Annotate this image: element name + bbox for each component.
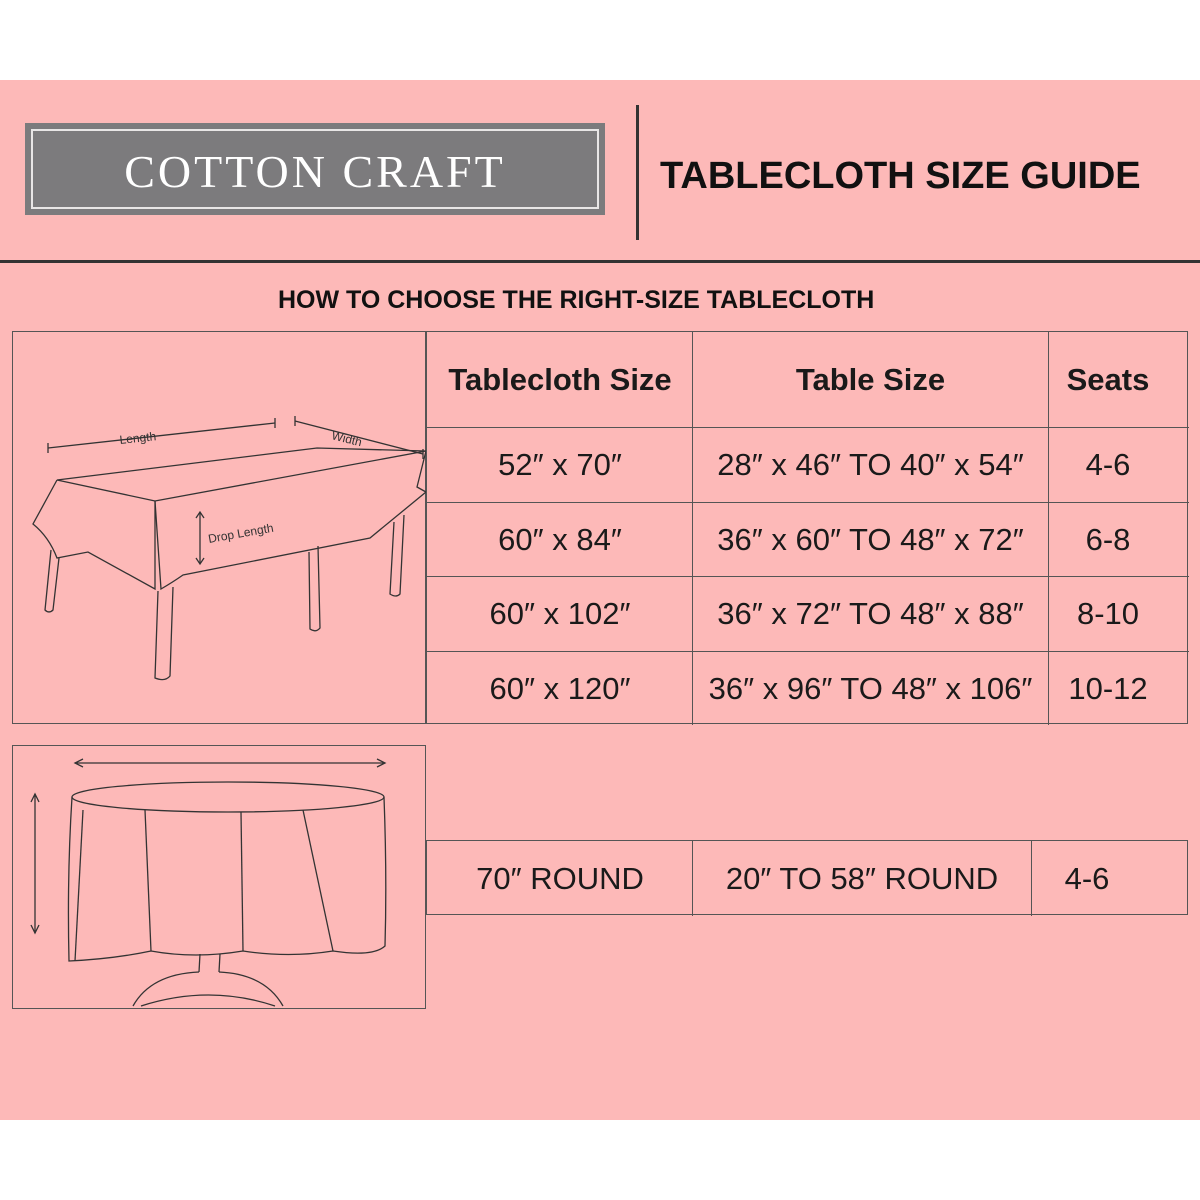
table-cell: 60″ x 120″ [489, 670, 631, 706]
table-cell: 36″ x 96″ TO 48″ x 106″ [708, 670, 1033, 706]
table-cell: 6-8 [1085, 521, 1131, 557]
table-cell: 20″ TO 58″ ROUND [725, 860, 999, 896]
round-table-icon [13, 746, 427, 1010]
page-title: TABLECLOTH SIZE GUIDE [660, 155, 1141, 197]
table-cell: 4-6 [1085, 447, 1131, 482]
brand-logo [25, 123, 605, 215]
size-table [426, 331, 1188, 724]
rectangular-table-illustration [12, 331, 426, 724]
table-cell: 28″ x 46″ TO 40″ x 54″ [717, 447, 1024, 482]
header-divider [636, 105, 639, 240]
table-cell: 4-6 [1064, 860, 1110, 896]
section-subtitle: HOW TO CHOOSE THE RIGHT-SIZE TABLECLOTH [278, 286, 875, 314]
round-size-row [426, 840, 1188, 915]
width-label: Width [330, 428, 364, 450]
round-table-illustration [12, 745, 426, 1009]
table-cell: 60″ x 102″ [489, 596, 631, 631]
column-header-seats: Seats [1066, 362, 1150, 397]
column-header-tablecloth-size: Tablecloth Size [448, 362, 672, 397]
table-cell: 52″ x 70″ [498, 447, 622, 482]
table-cell: 36″ x 72″ TO 48″ x 88″ [717, 596, 1024, 631]
header-rule [0, 260, 1200, 263]
table-cell: 70″ ROUND [476, 860, 644, 896]
size-guide-panel [0, 80, 1200, 1120]
table-cell: 10-12 [1068, 670, 1148, 706]
column-header-table-size: Table Size [795, 362, 946, 397]
length-label: Length [118, 429, 157, 447]
table-cell: 36″ x 60″ TO 48″ x 72″ [717, 521, 1024, 557]
drop-length-label: Drop Length [207, 520, 275, 546]
table-cell: 8-10 [1076, 596, 1140, 631]
rectangular-table-icon [13, 332, 427, 725]
brand-logo-text: COTTON CRAFT [124, 146, 506, 197]
table-cell: 60″ x 84″ [498, 521, 622, 557]
